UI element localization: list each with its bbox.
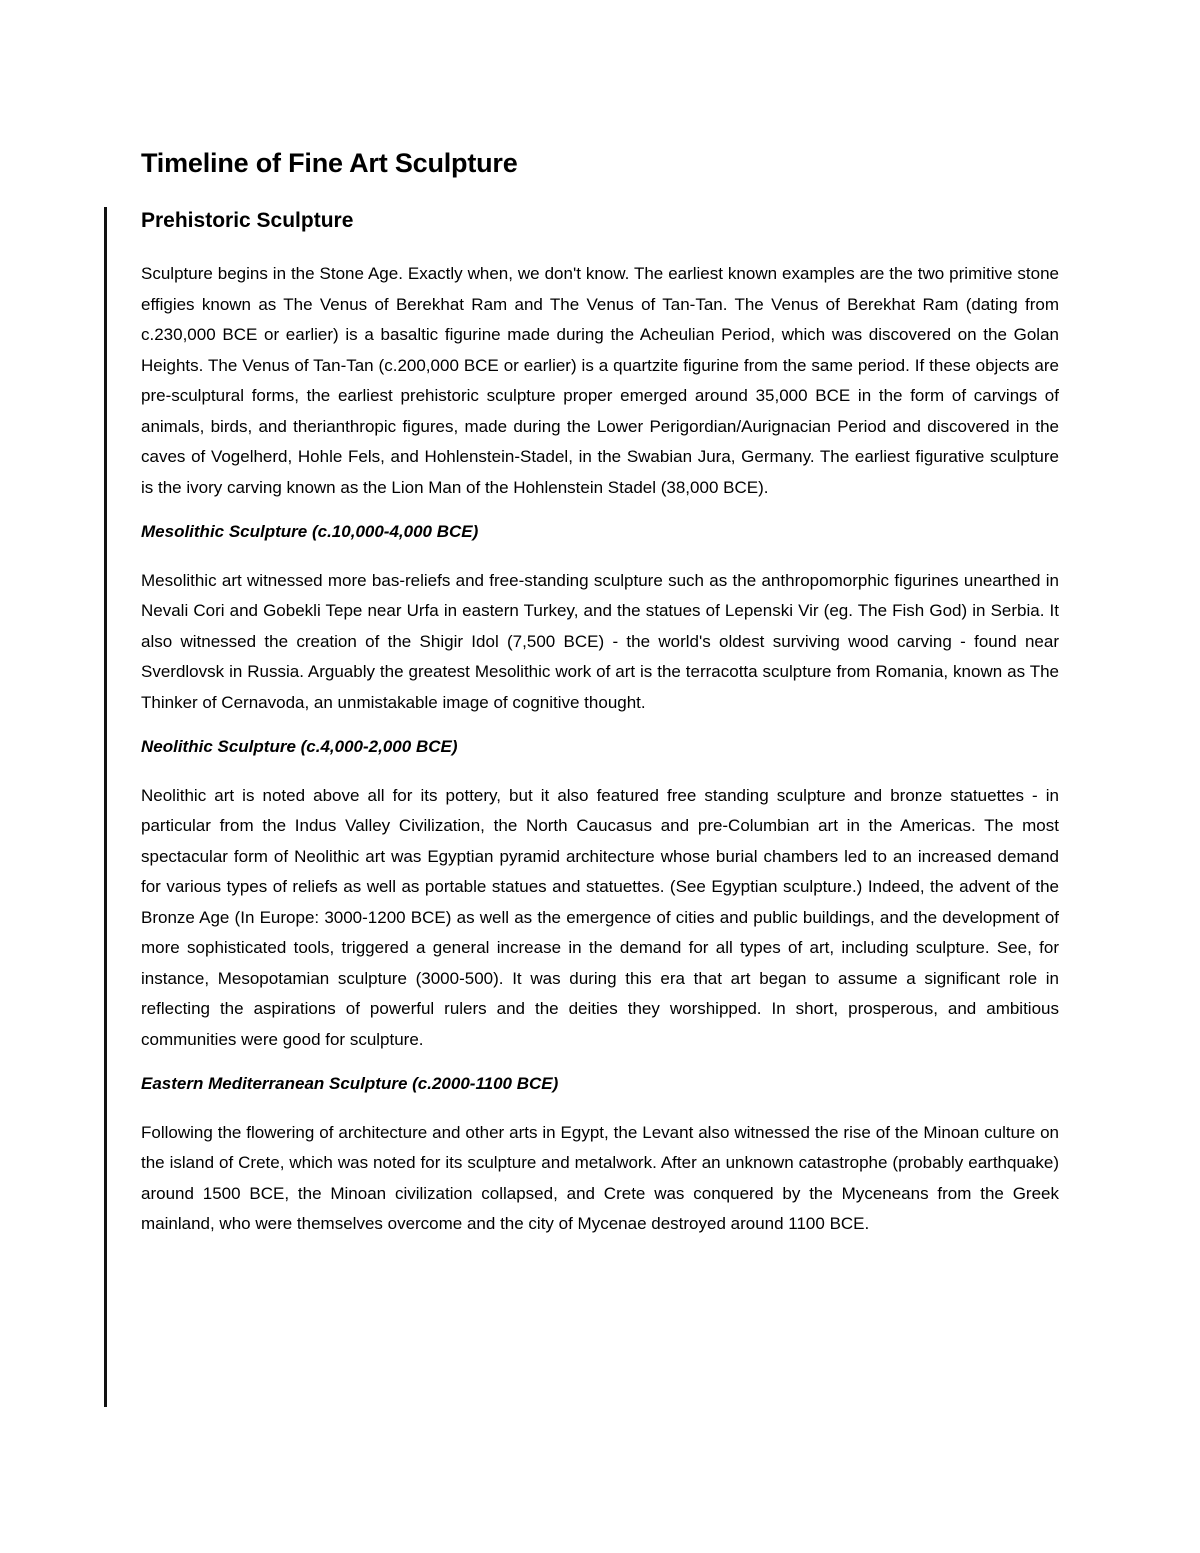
section-heading-eastern-mediterranean: Eastern Mediterranean Sculpture (c.2000-1100 BCE): [141, 1074, 559, 1093]
paragraph-prehistoric: Sculpture begins in the Stone Age. Exactly when, we don't know. The earliest known examples are the two primitive stone effigies known as The Venus of Berekhat Ram and The Venus of Tan-Tan. The Venus of Berekhat Ram (dating from c.230,000 BCE or earlier) is a basaltic figurine made during the Acheulian Period, which was discovered on the Golan Heights. The Venus of Tan-Tan (c.200,000 BCE or earlier) is a quartzite figurine from the same period. If these objects are pre-sculptural forms, the earliest prehistoric sculpture proper emerged around 35,000 BCE in the form of carvings of animals, birds, and therianthropic figures, made during the Lower Perigordian/Aurignacian Period and discovered in the caves of Vogelherd, Hohle Fels, and Hohlenstein-Stadel, in the Swabian Jura, Germany. The earliest figurative sculpture is the ivory carving known as the Lion Man of the Hohlenstein Stadel (38,000 BCE).: [141, 264, 1059, 497]
section-heading-prehistoric: Prehistoric Sculpture: [141, 209, 354, 232]
paragraph-eastern-mediterranean: Following the flowering of architecture and other arts in Egypt, the Levant also witnessed the rise of the Minoan culture on the island of Crete, which was noted for its sculpture and metalwork. After an unknown catastrophe (probably earthquake) around 1500 BCE, the Minoan civilization collapsed, and Crete was conquered by the Myceneans from the Greek mainland, who were themselves overcome and the city of Mycenae destroyed around 1100 BCE.: [141, 1122, 1059, 1233]
document-title: Timeline of Fine Art Sculpture: [141, 148, 518, 178]
paragraph-neolithic: Neolithic art is noted above all for its pottery, but it also featured free standing sculpture and bronze statuettes - in particular from the Indus Valley Civilization, the North Caucasus and pre-Columbian art in the Americas. The most spectacular form of Neolithic art was Egyptian pyramid architecture whose burial chambers led to an increased demand for various types of reliefs as well as portable statues and statuettes. (See Egyptian sculpture.) Indeed, the advent of the Bronze Age (In Europe: 3000-1200 BCE) as well as the emergence of cities and public buildings, and the development of more sophisticated tools, triggered a general increase in the demand for all types of art, including sculpture. See, for instance, Mesopotamian sculpture (3000-500). It was during this era that art began to assume a significant role in reflecting the aspirations of powerful rulers and the deities they worshipped. In short, prosperous, and ambitious communities were good for sculpture.: [141, 785, 1059, 1049]
document-body: [141, 140, 1059, 1240]
revision-change-bar: [104, 207, 107, 1407]
paragraph-mesolithic: Mesolithic art witnessed more bas-reliefs and free-standing sculpture such as the anthropomorphic figurines unearthed in Nevali Cori and Gobekli Tepe near Urfa in eastern Turkey, and the statues of Lepenski Vir (eg. The Fish God) in Serbia. It also witnessed the creation of the Shigir Idol (7,500 BCE) - the world's oldest surviving wood carving - found near Sverdlovsk in Russia. Arguably the greatest Mesolithic work of art is the terracotta sculpture from Romania, known as The Thinker of Cernavoda, an unmistakable image of cognitive thought.: [141, 570, 1059, 712]
section-heading-mesolithic: Mesolithic Sculpture (c.10,000-4,000 BCE): [141, 522, 479, 541]
section-heading-neolithic: Neolithic Sculpture (c.4,000-2,000 BCE): [141, 737, 458, 756]
